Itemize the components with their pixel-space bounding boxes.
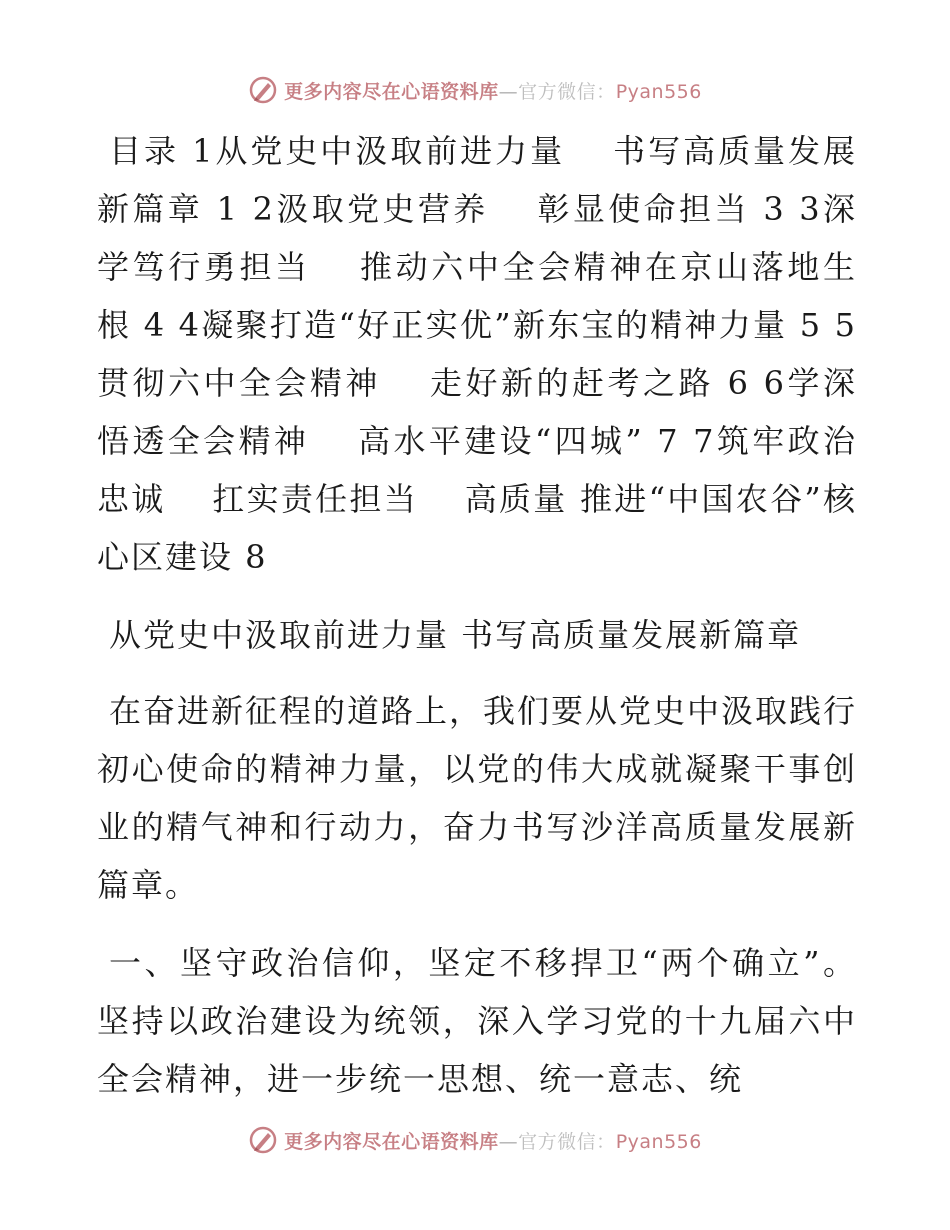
document-body [97, 122, 857, 1108]
watermark-text [284, 1127, 702, 1154]
watermark-id: Pyan556 [615, 80, 702, 103]
watermark-main: 更多内容尽在心语资料库 [284, 1130, 499, 1153]
body-paragraph: 在奋进新征程的道路上，我们要从党史中汲取践行初心使命的精神力量，以党的伟大成就凝聚干事创业的精气神和行动力，奋力书写沙洋高质量发展新篇章。 [97, 692, 858, 904]
table-of-contents: 目录 1从党史中汲取前进力量 书写高质量发展新篇章 1 2汲取党史营养 彰显使命担当 3 3深学笃行勇担当 推动六中全会精神在京山落地生根 4 4凝聚打造“好正实优”新东宝的精神力量 5 5贯彻六中全会精神 走好新的赶考之路 6 6学深悟透全会精神 高水平建设“四城” 7 7筑牢政治忠诚 扛实责任担当 高质量 推进“中国农谷”核心区建设 8 [97, 132, 857, 576]
section-heading: 从党史中汲取前进力量 书写高质量发展新篇章 [109, 616, 802, 654]
watermark-separator: — [498, 1130, 519, 1153]
watermark-label: 官方微信： [518, 80, 616, 103]
pen-logo-icon [248, 1125, 278, 1155]
watermark-id: Pyan556 [615, 1130, 702, 1153]
header-watermark [0, 72, 950, 108]
watermark-separator: — [498, 80, 519, 103]
watermark-label: 官方微信： [518, 1130, 616, 1153]
watermark-main: 更多内容尽在心语资料库 [284, 80, 499, 103]
footer-watermark [0, 1122, 950, 1158]
body-paragraph: 一、坚守政治信仰，坚定不移捍卫“两个确立”。坚持以政治建设为统领，深入学习党的十九届六中全会精神，进一步统一思想、统一意志、统 [97, 944, 857, 1098]
pen-logo-icon [248, 75, 278, 105]
watermark-text [284, 77, 702, 104]
